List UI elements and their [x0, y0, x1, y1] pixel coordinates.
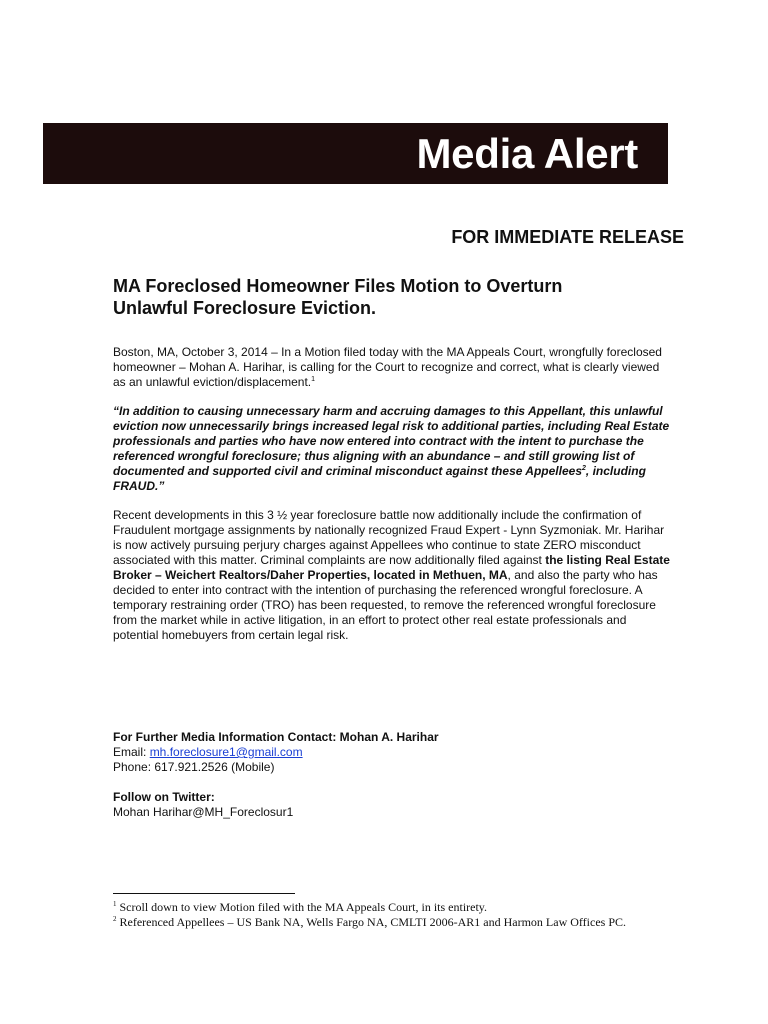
twitter-handle: Mohan Harihar@MH_Foreclosur1 — [113, 805, 294, 819]
intro-text: Boston, MA, October 3, 2014 – In a Motion filed today with the MA Appeals Court, wrongfully foreclosed homeowner – Mohan A. Harihar, is calling for the Court to recognize and correct, what is clearly viewed as an unlawful eviction/displacement. — [113, 345, 662, 389]
twitter-heading: Follow on Twitter: — [113, 790, 215, 804]
intro-paragraph — [113, 345, 673, 390]
footnote-2-text: Referenced Appellees – US Bank NA, Wells Fargo NA, CMLTI 2006-AR1 and Harmon Law Offices PC. — [116, 915, 627, 929]
headline-line-2: Unlawful Foreclosure Eviction. — [113, 298, 377, 318]
email-label: Email: — [113, 745, 150, 759]
footnote-ref-1: 1 — [311, 376, 316, 383]
developments-paragraph — [113, 508, 673, 643]
footnote-ref-2: 2 — [582, 465, 586, 472]
developments-bold-text: the listing Real Estate Broker – Weichert Realtors/Daher Properties, located in Methuen, MA — [113, 553, 670, 582]
developments-text-before: Recent developments in this 3 ½ year foreclosure battle now additionally include the confirmation of Fraudulent mortgage assignments by nationally recognized Fraud Expert - Lynn Syzmoniak. Mr. Harihar is now actively pursuing perjury charges against Appellees who continue to state ZERO misconduct associated with this matter. Criminal complaints are now additionally filed against — [113, 508, 665, 567]
footnote-1-number: 1 — [113, 900, 117, 908]
quote-text-before: “In addition to causing unnecessary harm and accruing damages to this Appellant, this unlawful eviction now unnecessarily brings increased legal risk to additional parties, including Real Estate professionals and parties who have now entered into contract with the intent to purchase the referenced wrongful foreclosure; thus aligning with an abundance – and still growing list of documented and supported civil and criminal misconduct against these Appellees — [113, 404, 670, 478]
footnote-1-text: Scroll down to view Motion filed with the MA Appeals Court, in its entirety. — [116, 900, 488, 914]
footnotes — [113, 900, 713, 930]
headline — [113, 275, 673, 319]
email-link[interactable]: mh.foreclosure1@gmail.com — [149, 745, 303, 759]
footnote-1 — [113, 900, 713, 915]
footnote-divider — [113, 893, 295, 894]
media-alert-banner — [43, 123, 668, 184]
twitter-block — [113, 790, 673, 820]
contact-phone: Phone: 617.921.2526 (Mobile) — [113, 760, 275, 774]
headline-line-1: MA Foreclosed Homeowner Files Motion to Overturn — [113, 276, 563, 296]
quote-paragraph — [113, 404, 673, 494]
contact-block — [113, 730, 673, 775]
contact-email-line — [113, 745, 673, 760]
release-label: FOR IMMEDIATE RELEASE — [451, 227, 684, 247]
contact-heading: For Further Media Information Contact: Mohan A. Harihar — [113, 730, 439, 744]
developments-text-after: , and also the party who has decided to enter into contract with the intention of purchasing the referenced wrongful foreclosure. A temporary restraining order (TRO) has been requested, to remove the referenced wrongful foreclosure from the market while in active litigation, in an effort to protect other real estate professionals and potential homebuyers from certain legal risk. — [113, 568, 658, 642]
footnote-2-number: 2 — [113, 915, 117, 923]
banner-title: Media Alert — [416, 130, 638, 177]
quote-text-after: , including FRAUD.” — [113, 464, 646, 493]
footnote-2 — [113, 915, 713, 930]
